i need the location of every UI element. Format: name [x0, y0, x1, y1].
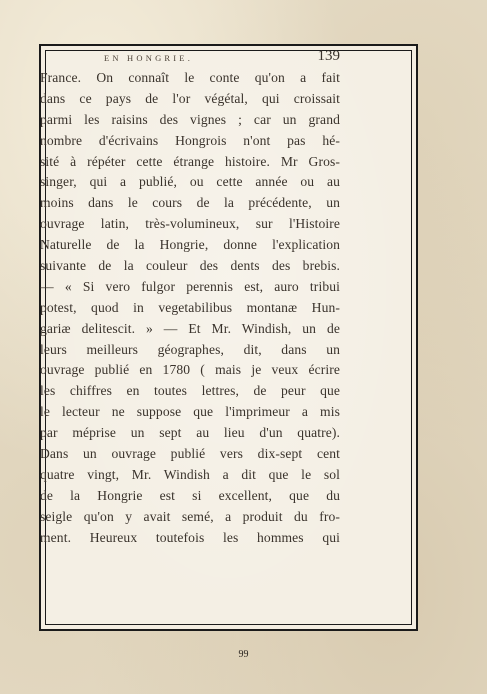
text-line: — « Si vero fulgor perennis est, auro tribui	[40, 278, 340, 294]
text-line: France. On connaît le conte qu'on a fait	[40, 70, 340, 85]
text-line: potest, quod in vegetabilibus montanæ Hun-	[40, 299, 340, 315]
page-number: 139	[317, 48, 340, 64]
text-line: les chiffres en toutes lettres, de peur que	[40, 383, 340, 399]
text-line: moins dans le cours de la précédente, un	[40, 195, 340, 211]
text-line: gariæ delitescit. » — Et Mr. Windish, un de	[40, 320, 340, 336]
text-line: ouvrage latin, très-volumineux, sur l'Histoire	[40, 216, 340, 232]
book-page	[40, 48, 340, 548]
text-line: suivante de la couleur des dents des brebis.	[40, 258, 340, 274]
text-line: de la Hongrie est si excellent, que du	[40, 487, 340, 503]
text-line: ment. Heureux toutefois les hommes qui	[40, 529, 340, 545]
text-line: sité à répéter cette étrange histoire. Mr Gros-	[40, 153, 340, 169]
text-line: parmi les raisins des vignes ; car un grand	[40, 111, 340, 127]
text-line: ouvrage publié en 1780 ( mais je veux écrire	[40, 362, 340, 378]
text-line: par méprise un sept au lieu d'un quatre).	[40, 425, 340, 441]
running-head	[40, 48, 340, 68]
text-line: nombre d'écrivains Hongrois n'ont pas hé-	[40, 132, 340, 148]
text-line: singer, qui a publié, ou cette année ou au	[40, 174, 340, 190]
folio-number: 99	[238, 649, 249, 660]
text-line: Naturelle de la Hongrie, donne l'explication	[40, 237, 340, 253]
body-text	[40, 68, 340, 548]
text-line: seigle qu'on y avait semé, a produit du fro-	[40, 508, 340, 524]
text-line: dans ce pays de l'or végétal, qui croissait	[40, 90, 340, 106]
text-line: quatre vingt, Mr. Windish a dit que le sol	[40, 466, 340, 482]
running-head-title: EN HONGRIE.	[104, 53, 194, 63]
text-line: leurs meilleurs géographes, dit, dans un	[40, 341, 340, 357]
text-line: le lecteur ne suppose que l'imprimeur a mis	[40, 404, 340, 420]
text-line: Dans un ouvrage publié vers dix-sept cent	[40, 446, 340, 462]
